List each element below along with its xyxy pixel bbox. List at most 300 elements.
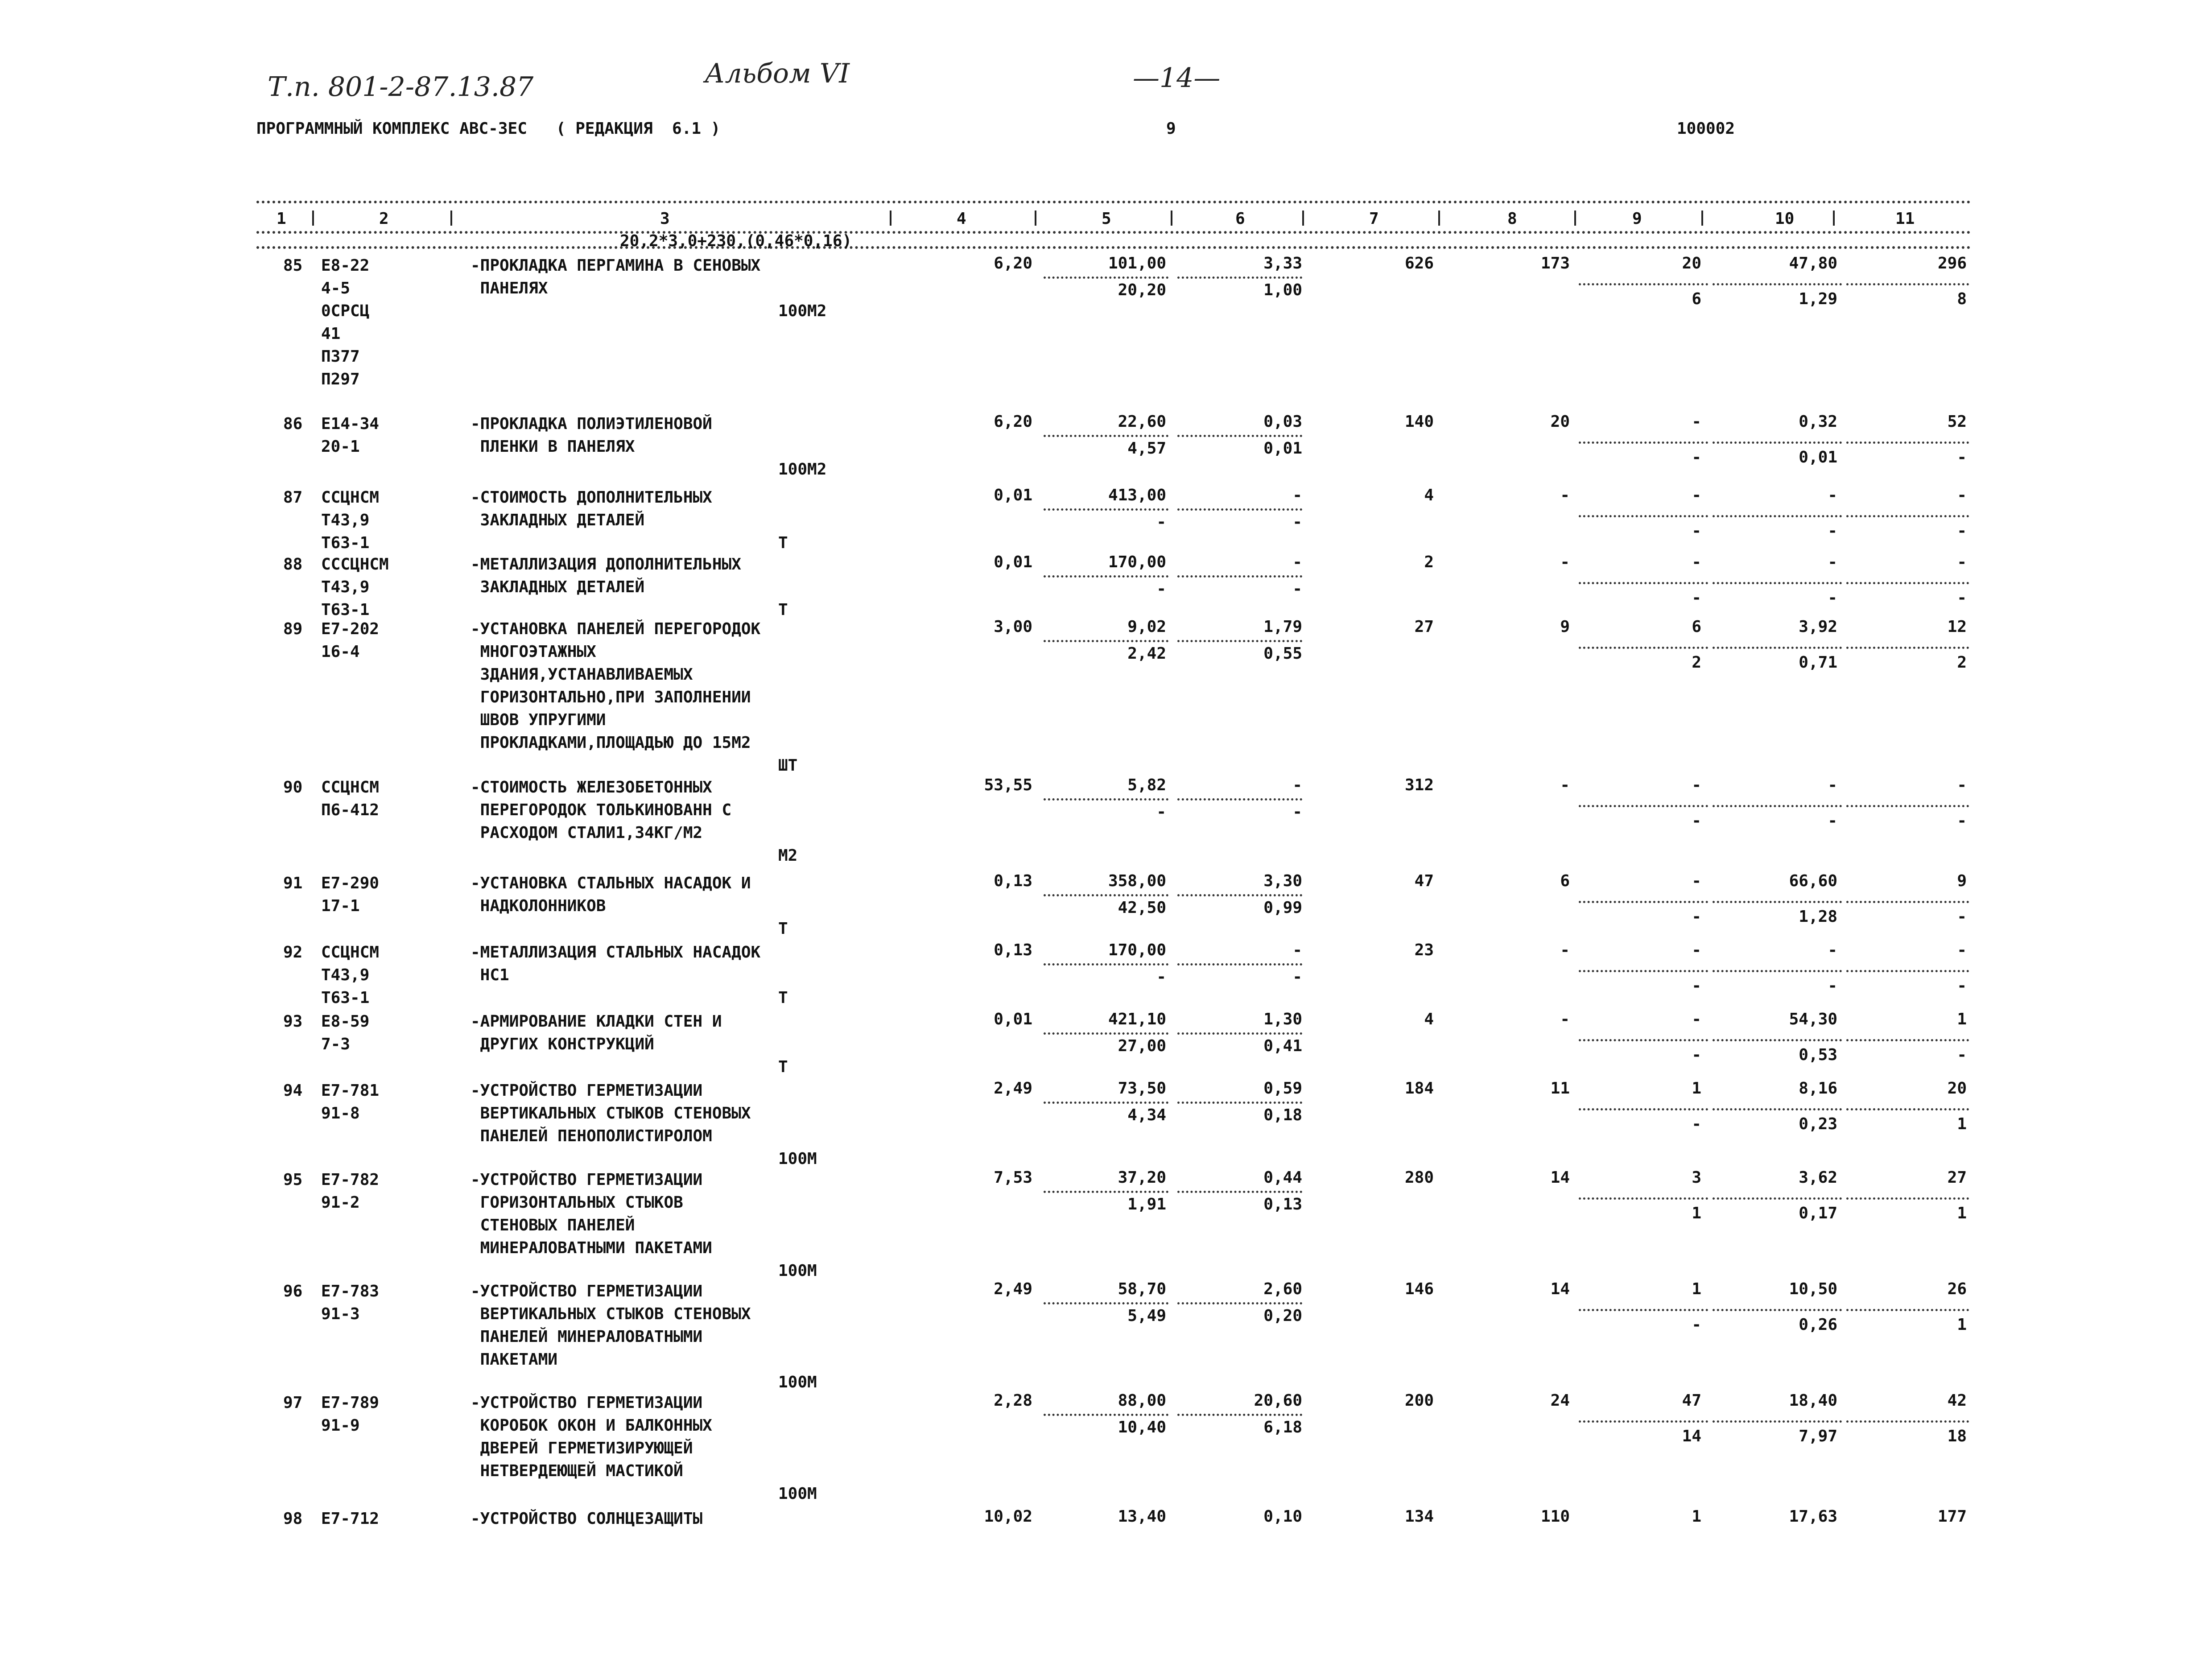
- unit-cost: 101,00: [1108, 254, 1166, 272]
- col-10-sub: 0,71: [1799, 653, 1837, 672]
- unit-cost: 358,00: [1108, 872, 1166, 890]
- unit-cost-sub: 10,40: [1118, 1418, 1166, 1436]
- col-9-sub: 14: [1682, 1427, 1701, 1445]
- qty: 0,01: [994, 486, 1032, 504]
- row-number: 93: [283, 1012, 303, 1031]
- work-code: Е7-783 91-3: [321, 1282, 380, 1323]
- work-name: -УСТАНОВКА ПАНЕЛЕЙ ПЕРЕГОРОДОК МНОГОЭТАЖНЫХ ЗДАНИЯ,УСТАНАВЛИВАЕМЫХ ГОРИЗОНТАЛЬНО,ПРИ ЗАПОЛНЕНИИ ШВОВ УПРУГИМИ ПРОКЛАДКАМИ,ПЛОЩАДЬЮ ДО 15М2: [470, 620, 761, 752]
- dotted-rule: [1579, 901, 1708, 903]
- machine-cost: 0,10: [1263, 1507, 1302, 1526]
- dotted-rule: [1579, 582, 1708, 584]
- col-11: 12: [1947, 618, 1967, 636]
- dotted-rule: [1579, 1197, 1708, 1200]
- col-11: 42: [1947, 1391, 1967, 1410]
- col-9-sub: -: [1692, 1316, 1701, 1334]
- col-11: 1: [1957, 1010, 1967, 1028]
- unit-cost-sub: -: [1156, 968, 1166, 986]
- col-11-sub: -: [1957, 1046, 1967, 1064]
- doc-ref: Т.п. 801-2-87.13.87: [268, 71, 534, 103]
- wages: -: [1560, 553, 1570, 571]
- row-number: 85: [283, 256, 303, 275]
- dotted-rule: [1713, 1039, 1842, 1041]
- col-11: 52: [1947, 413, 1967, 431]
- col-10-sub: -: [1828, 522, 1837, 540]
- column-header: 3: [660, 210, 670, 228]
- dotted-rule: [1177, 1414, 1302, 1416]
- col-10: 47,80: [1789, 254, 1837, 272]
- col-9: 6: [1692, 618, 1701, 636]
- dotted-rule: [1177, 894, 1302, 896]
- col-10: 18,40: [1789, 1391, 1837, 1410]
- work-code: Е7-781 91-8: [321, 1081, 380, 1123]
- dotted-rule: [1044, 894, 1168, 896]
- dotted-rule: [1177, 963, 1302, 966]
- col-11: 27: [1947, 1168, 1967, 1187]
- unit: Т: [778, 534, 788, 552]
- dotted-rule: [1846, 1108, 1969, 1110]
- column-separator: [1035, 210, 1036, 226]
- machine-cost: 0,44: [1263, 1168, 1302, 1187]
- work-name: -УСТРОЙСТВО ГЕРМЕТИЗАЦИИ ГОРИЗОНТАЛЬНЫХ СТЫКОВ СТЕНОВЫХ ПАНЕЛЕЙ МИНЕРАЛОВАТНЫМИ ПАКЕТАМИ: [470, 1171, 712, 1257]
- row-number: 86: [283, 415, 303, 433]
- total-cost: 146: [1404, 1280, 1434, 1298]
- total-cost: 140: [1404, 413, 1434, 431]
- col-9-sub: -: [1692, 1115, 1701, 1133]
- work-code: Е7-712: [321, 1510, 380, 1528]
- col-11-sub: -: [1957, 977, 1967, 995]
- col-11-sub: 1: [1957, 1204, 1967, 1222]
- unit-cost: 73,50: [1118, 1079, 1166, 1098]
- col-9-sub: 6: [1692, 290, 1701, 308]
- col-9-sub: -: [1692, 589, 1701, 607]
- wages: 110: [1540, 1507, 1570, 1526]
- col-9: -: [1692, 776, 1701, 794]
- dotted-rule: [1044, 1302, 1168, 1304]
- col-11: 177: [1937, 1507, 1967, 1526]
- machine-cost-sub: 0,18: [1263, 1106, 1302, 1124]
- column-separator: [1833, 210, 1835, 226]
- work-name: -СТОИМОСТЬ ЖЕЛЕЗОБЕТОННЫХ ПЕРЕГОРОДОК ТОЛЬКИНОВАНН С РАСХОДОМ СТАЛИ1,34КГ/М2: [470, 778, 732, 842]
- unit-cost-sub: -: [1156, 580, 1166, 598]
- col-9: 1: [1692, 1079, 1701, 1098]
- column-header: 10: [1775, 210, 1795, 228]
- dotted-rule: [1846, 1420, 1969, 1423]
- wages: -: [1560, 486, 1570, 504]
- qty: 2,49: [994, 1079, 1032, 1098]
- work-name: -УСТРОЙСТВО ГЕРМЕТИЗАЦИИ КОРОБОК ОКОН И БАЛКОННЫХ ДВЕРЕЙ ГЕРМЕТИЗИРУЮЩЕЙ НЕТВЕРДЕЮЩЕЙ МАСТИКОЙ: [470, 1394, 712, 1480]
- column-separator: [1701, 210, 1703, 226]
- total-cost: 4: [1424, 1010, 1434, 1028]
- unit-cost: 5,82: [1127, 776, 1166, 794]
- qty: 0,01: [994, 1010, 1032, 1028]
- work-code: Е14-34 20-1: [321, 415, 380, 456]
- work-code: Е8-22 4-5 0СРСЦ 41 П377 П297: [321, 256, 370, 388]
- col-10-sub: 0,26: [1799, 1316, 1837, 1334]
- col-11: -: [1957, 776, 1967, 794]
- col-10-sub: 0,17: [1799, 1204, 1837, 1222]
- col-9-sub: -: [1692, 522, 1701, 540]
- column-separator: [312, 210, 314, 226]
- dotted-rule: [1044, 640, 1168, 642]
- dotted-rule: [1579, 805, 1708, 807]
- dotted-rule: [1044, 1102, 1168, 1104]
- dotted-rule: [1579, 283, 1708, 285]
- wages: -: [1560, 776, 1570, 794]
- total-cost: 280: [1404, 1168, 1434, 1187]
- unit-cost-sub: 5,49: [1127, 1307, 1166, 1325]
- col-10-sub: -: [1828, 589, 1837, 607]
- dotted-rule: [1713, 283, 1842, 285]
- machine-cost: -: [1292, 941, 1302, 959]
- wages: 6: [1560, 872, 1570, 890]
- unit-cost-sub: -: [1156, 513, 1166, 531]
- dotted-rule: [1713, 901, 1842, 903]
- dotted-rule: [1846, 515, 1969, 517]
- wages: -: [1560, 1010, 1570, 1028]
- unit-cost-sub: -: [1156, 803, 1166, 821]
- total-cost: 27: [1414, 618, 1434, 636]
- col-11-sub: -: [1957, 589, 1967, 607]
- wages: 173: [1540, 254, 1570, 272]
- work-name: -ПРОКЛАДКА ПЕРГАМИНА В СЕНОВЫХ ПАНЕЛЯХ: [470, 256, 761, 297]
- dotted-rule: [1713, 442, 1842, 444]
- work-code: Е7-202 16-4: [321, 620, 380, 661]
- unit-cost: 413,00: [1108, 486, 1166, 504]
- formula-note: 20,2*3,0+230,(0,46*0,16): [620, 232, 852, 250]
- wages: 14: [1550, 1168, 1570, 1187]
- col-9: -: [1692, 413, 1701, 431]
- total-cost: 134: [1404, 1507, 1434, 1526]
- unit-cost-sub: 2,42: [1127, 644, 1166, 663]
- dotted-rule: [1713, 1108, 1842, 1110]
- dotted-rule: [1044, 963, 1168, 966]
- dotted-rule: [1846, 970, 1969, 972]
- qty: 0,13: [994, 941, 1032, 959]
- total-cost: 184: [1404, 1079, 1434, 1098]
- col-11: 26: [1947, 1280, 1967, 1298]
- column-header: 5: [1102, 210, 1111, 228]
- unit-cost-sub: 27,00: [1118, 1037, 1166, 1055]
- unit-cost-sub: 4,34: [1127, 1106, 1166, 1124]
- row-number: 92: [283, 943, 303, 962]
- dotted-rule: [1177, 1032, 1302, 1035]
- qty: 3,00: [994, 618, 1032, 636]
- work-name: -МЕТАЛЛИЗАЦИЯ СТАЛЬНЫХ НАСАДОК НС1: [470, 943, 761, 984]
- col-10: 8,16: [1799, 1079, 1837, 1098]
- col-9-sub: -: [1692, 977, 1701, 995]
- dotted-rule: [1579, 1309, 1708, 1311]
- work-code: Е7-789 91-9: [321, 1394, 380, 1435]
- col-9: -: [1692, 872, 1701, 890]
- col-10-sub: -: [1828, 977, 1837, 995]
- col-10: 54,30: [1789, 1010, 1837, 1028]
- total-cost: 4: [1424, 486, 1434, 504]
- row-number: 89: [283, 620, 303, 638]
- row-number: 88: [283, 555, 303, 574]
- work-name: -УСТРОЙСТВО ГЕРМЕТИЗАЦИИ ВЕРТИКАЛЬНЫХ СТЫКОВ СТЕНОВЫХ ПАНЕЛЕЙ ПЕНОПОЛИСТИРОЛОМ: [470, 1081, 751, 1145]
- dotted-rule: [1044, 1191, 1168, 1193]
- machine-cost-sub: 0,20: [1263, 1307, 1302, 1325]
- column-header: 7: [1369, 210, 1379, 228]
- col-10: -: [1828, 776, 1837, 794]
- wages: 11: [1550, 1079, 1570, 1098]
- column-header: 6: [1235, 210, 1245, 228]
- col-10: 0,32: [1799, 413, 1837, 431]
- col-11: 296: [1937, 254, 1967, 272]
- col-9-sub: 2: [1692, 653, 1701, 672]
- col-11: -: [1957, 941, 1967, 959]
- work-name: -УСТРОЙСТВО СОЛНЦЕЗАЩИТЫ: [470, 1510, 703, 1528]
- row-number: 96: [283, 1282, 303, 1300]
- machine-cost: -: [1292, 486, 1302, 504]
- machine-cost-sub: 0,13: [1263, 1195, 1302, 1213]
- machine-cost-sub: -: [1292, 580, 1302, 598]
- sheet-number: 9: [1166, 120, 1176, 138]
- qty: 6,20: [994, 413, 1032, 431]
- col-11: -: [1957, 553, 1967, 571]
- unit: 100М2: [778, 460, 827, 479]
- column-separator: [1438, 210, 1440, 226]
- col-9: 47: [1682, 1391, 1701, 1410]
- col-9-sub: -: [1692, 908, 1701, 926]
- doc-code: 100002: [1677, 120, 1735, 138]
- dotted-rule: [1177, 640, 1302, 642]
- total-cost: 2: [1424, 553, 1434, 571]
- dotted-rule: [1846, 901, 1969, 903]
- dotted-rule: [1177, 798, 1302, 801]
- table-top-border: [256, 201, 1971, 203]
- machine-cost: 3,33: [1263, 254, 1302, 272]
- machine-cost: -: [1292, 776, 1302, 794]
- dotted-rule: [1044, 1032, 1168, 1035]
- unit-cost: 421,10: [1108, 1010, 1166, 1028]
- work-code: Е8-59 7-3: [321, 1012, 370, 1053]
- dotted-rule: [1713, 1197, 1842, 1200]
- machine-cost: 1,30: [1263, 1010, 1302, 1028]
- qty: 0,01: [994, 553, 1032, 571]
- work-name: -УСТАНОВКА СТАЛЬНЫХ НАСАДОК И НАДКОЛОННИКОВ: [470, 874, 751, 915]
- column-header: 2: [379, 210, 389, 228]
- unit: 100М2: [778, 302, 827, 320]
- work-name: -АРМИРОВАНИЕ КЛАДКИ СТЕН И ДРУГИХ КОНСТРУКЦИЙ: [470, 1012, 722, 1053]
- dotted-rule: [1579, 647, 1708, 649]
- dotted-rule: [1579, 442, 1708, 444]
- dotted-rule: [1177, 1102, 1302, 1104]
- col-9: -: [1692, 553, 1701, 571]
- col-10: -: [1828, 553, 1837, 571]
- col-10: 17,63: [1789, 1507, 1837, 1526]
- unit: М2: [778, 846, 798, 865]
- dotted-rule: [1713, 805, 1842, 807]
- col-10: -: [1828, 486, 1837, 504]
- dotted-rule: [1579, 1108, 1708, 1110]
- dotted-rule: [1846, 582, 1969, 584]
- qty: 2,28: [994, 1391, 1032, 1410]
- dotted-rule: [1044, 435, 1168, 437]
- col-10-sub: 0,23: [1799, 1115, 1837, 1133]
- unit-cost: 22,60: [1118, 413, 1166, 431]
- qty: 0,13: [994, 872, 1032, 890]
- dotted-rule: [1579, 515, 1708, 517]
- machine-cost-sub: -: [1292, 803, 1302, 821]
- row-number: 97: [283, 1394, 303, 1412]
- work-name: -УСТРОЙСТВО ГЕРМЕТИЗАЦИИ ВЕРТИКАЛЬНЫХ СТЫКОВ СТЕНОВЫХ ПАНЕЛЕЙ МИНЕРАЛОВАТНЫМИ ПАКЕТАМИ: [470, 1282, 751, 1369]
- column-header: 8: [1507, 210, 1517, 228]
- total-cost: 200: [1404, 1391, 1434, 1410]
- dotted-rule: [1713, 647, 1842, 649]
- dotted-rule: [1846, 1197, 1969, 1200]
- unit-cost-sub: 42,50: [1118, 899, 1166, 917]
- col-10: -: [1828, 941, 1837, 959]
- dotted-rule: [1177, 575, 1302, 578]
- machine-cost-sub: -: [1292, 968, 1302, 986]
- machine-cost: -: [1292, 553, 1302, 571]
- work-code: ССЦНСМ Т43,9 Т63-1: [321, 488, 380, 552]
- machine-cost: 0,03: [1263, 413, 1302, 431]
- column-separator: [450, 210, 452, 226]
- unit-cost: 13,40: [1118, 1507, 1166, 1526]
- qty: 7,53: [994, 1168, 1032, 1187]
- work-code: ССЦНСМ П6-412: [321, 778, 380, 819]
- col-9: 3: [1692, 1168, 1701, 1187]
- wages: 24: [1550, 1391, 1570, 1410]
- dotted-rule: [1713, 515, 1842, 517]
- column-header: 11: [1895, 210, 1915, 228]
- unit: 100М: [778, 1373, 817, 1391]
- dotted-rule: [1044, 1414, 1168, 1416]
- unit: 100М: [778, 1150, 817, 1168]
- header-rule: [256, 246, 1971, 249]
- col-9: -: [1692, 941, 1701, 959]
- col-9: 1: [1692, 1507, 1701, 1526]
- dotted-rule: [1713, 970, 1842, 972]
- page-number: —14—: [1133, 62, 1221, 94]
- machine-cost: 2,60: [1263, 1280, 1302, 1298]
- column-separator: [1574, 210, 1576, 226]
- dotted-rule: [1579, 1420, 1708, 1423]
- dotted-rule: [1044, 276, 1168, 279]
- dotted-rule: [1846, 1309, 1969, 1311]
- unit: Т: [778, 601, 788, 619]
- row-number: 94: [283, 1081, 303, 1100]
- col-9: -: [1692, 1010, 1701, 1028]
- col-11-sub: -: [1957, 812, 1967, 830]
- machine-cost: 20,60: [1254, 1391, 1302, 1410]
- dotted-rule: [1713, 1309, 1842, 1311]
- unit: 100М: [778, 1262, 817, 1280]
- col-11-sub: -: [1957, 448, 1967, 466]
- wages: 20: [1550, 413, 1570, 431]
- col-10: 66,60: [1789, 872, 1837, 890]
- row-number: 87: [283, 488, 303, 507]
- column-separator: [1171, 210, 1172, 226]
- col-10-sub: -: [1828, 812, 1837, 830]
- col-10-sub: 1,29: [1799, 290, 1837, 308]
- unit: Т: [778, 989, 788, 1007]
- col-9: 20: [1682, 254, 1701, 272]
- row-number: 91: [283, 874, 303, 892]
- dotted-rule: [1044, 508, 1168, 511]
- unit-cost: 88,00: [1118, 1391, 1166, 1410]
- col-9-sub: 1: [1692, 1204, 1701, 1222]
- col-11-sub: -: [1957, 522, 1967, 540]
- work-name: -СТОИМОСТЬ ДОПОЛНИТЕЛЬНЫХ ЗАКЛАДНЫХ ДЕТАЛЕЙ: [470, 488, 712, 529]
- dotted-rule: [1579, 970, 1708, 972]
- col-11-sub: 18: [1947, 1427, 1967, 1445]
- col-10-sub: 0,01: [1799, 448, 1837, 466]
- total-cost: 23: [1414, 941, 1434, 959]
- column-separator: [1302, 210, 1304, 226]
- unit-cost: 37,20: [1118, 1168, 1166, 1187]
- work-name: -МЕТАЛЛИЗАЦИЯ ДОПОЛНИТЕЛЬНЫХ ЗАКЛАДНЫХ ДЕТАЛЕЙ: [470, 555, 741, 596]
- col-11-sub: 2: [1957, 653, 1967, 672]
- col-11-sub: -: [1957, 908, 1967, 926]
- unit: Т: [778, 920, 788, 938]
- machine-cost: 3,30: [1263, 872, 1302, 890]
- machine-cost-sub: 6,18: [1263, 1418, 1302, 1436]
- col-9: 1: [1692, 1280, 1701, 1298]
- col-9-sub: -: [1692, 1046, 1701, 1064]
- dotted-rule: [1579, 1039, 1708, 1041]
- col-10: 3,92: [1799, 618, 1837, 636]
- qty: 6,20: [994, 254, 1032, 272]
- machine-cost-sub: 0,01: [1263, 439, 1302, 458]
- program-title: ПРОГРАММНЫЙ КОМПЛЕКС АВС-ЗЕС ( РЕДАКЦИЯ 6.1 ): [256, 120, 721, 138]
- unit: ШТ: [778, 756, 798, 775]
- dotted-rule: [1846, 442, 1969, 444]
- dotted-rule: [1713, 1420, 1842, 1423]
- dotted-rule: [1177, 276, 1302, 279]
- col-9: -: [1692, 486, 1701, 504]
- header-bottom-border: [256, 231, 1971, 234]
- machine-cost-sub: 0,41: [1263, 1037, 1302, 1055]
- machine-cost-sub: 0,55: [1263, 644, 1302, 663]
- dotted-rule: [1177, 1191, 1302, 1193]
- unit-cost-sub: 20,20: [1118, 281, 1166, 299]
- wages: -: [1560, 941, 1570, 959]
- dotted-rule: [1713, 582, 1842, 584]
- machine-cost-sub: -: [1292, 513, 1302, 531]
- unit-cost: 170,00: [1108, 941, 1166, 959]
- row-number: 90: [283, 778, 303, 796]
- machine-cost-sub: 0,99: [1263, 899, 1302, 917]
- work-code: ССЦНСМ Т43,9 Т63-1: [321, 943, 380, 1007]
- dotted-rule: [1846, 647, 1969, 649]
- col-10-sub: 7,97: [1799, 1427, 1837, 1445]
- row-number: 98: [283, 1510, 303, 1528]
- qty: 2,49: [994, 1280, 1032, 1298]
- dotted-rule: [1177, 1302, 1302, 1304]
- unit: Т: [778, 1058, 788, 1076]
- col-9-sub: -: [1692, 448, 1701, 466]
- column-header: 9: [1632, 210, 1642, 228]
- unit: 100М: [778, 1485, 817, 1503]
- machine-cost-sub: 1,00: [1263, 281, 1302, 299]
- work-code: Е7-290 17-1: [321, 874, 380, 915]
- column-header: 4: [957, 210, 966, 228]
- machine-cost: 1,79: [1263, 618, 1302, 636]
- col-11: 9: [1957, 872, 1967, 890]
- unit-cost: 170,00: [1108, 553, 1166, 571]
- machine-cost: 0,59: [1263, 1079, 1302, 1098]
- dotted-rule: [1177, 435, 1302, 437]
- qty: 53,55: [984, 776, 1032, 794]
- unit-cost-sub: 4,57: [1127, 439, 1166, 458]
- col-9-sub: -: [1692, 812, 1701, 830]
- dotted-rule: [1846, 805, 1969, 807]
- work-code: Е7-782 91-2: [321, 1171, 380, 1212]
- wages: 14: [1550, 1280, 1570, 1298]
